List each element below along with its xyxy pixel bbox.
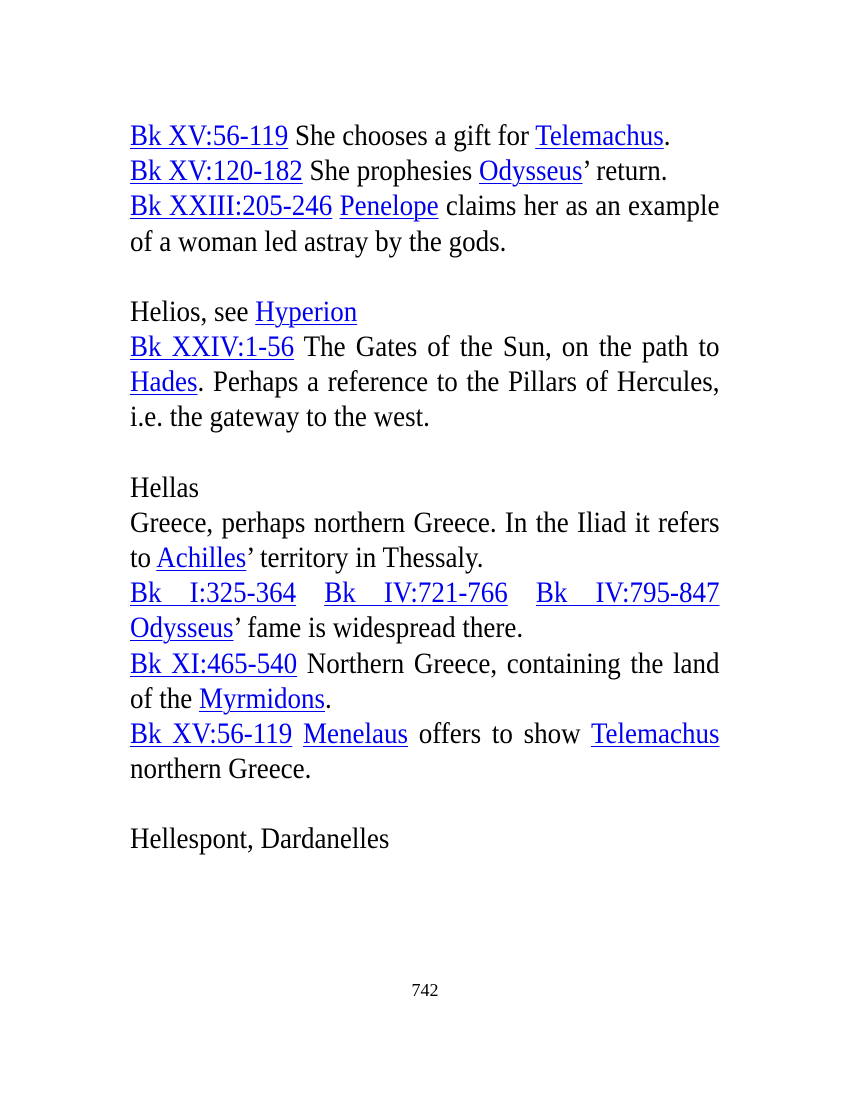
name-link-telemachus[interactable]: Telemachus [590,717,720,751]
name-link-odysseus[interactable]: Odysseus [478,154,583,188]
name-link-penelope[interactable]: Penelope [339,189,439,223]
entry-text: Greece, perhaps northern Greece. In the Iliad it refers to [130,505,720,575]
name-link-hyperion[interactable]: Hyperion [255,294,358,328]
book-reference-link[interactable]: Bk XV:120-182 [130,154,303,188]
entry-text: . [663,119,671,152]
entry-paragraph [130,716,720,786]
entry-text: . [324,681,332,715]
entry-paragraph [130,575,720,645]
book-reference-link[interactable]: Bk XV:56-119 [130,119,289,152]
entry-text: ’ fame is widespread there. [233,611,524,645]
book-reference-link[interactable]: Bk IV:721-766 [324,576,508,610]
entry-text: She prophesies [302,154,479,188]
entry-paragraph [130,646,720,716]
book-reference-link[interactable]: Bk XXIII:205-246 [130,189,333,223]
entry-paragraph [130,153,720,188]
entry-text: ’ territory in Thessaly. [246,541,484,575]
page-number: 742 [411,980,439,1000]
entry-heading: Hellespont, Dardanelles [130,822,390,856]
heading-text: Helios, see [130,294,256,328]
entry-text: She chooses a gift for [288,119,536,152]
entry-text: Northern Greece, containing the land of the [130,646,720,715]
entry-text: . Perhaps a reference to the Pillars of Hercules, i.e. the gateway to the west. [130,365,720,434]
spacer [130,786,720,821]
entry-text: northern Greece. [130,752,312,786]
name-link-menelaus[interactable]: Menelaus [302,717,408,751]
book-reference-link[interactable]: Bk IV:795-847 [535,576,720,610]
entry-paragraph [130,118,720,153]
book-reference-link[interactable]: Bk I:325-364 [130,576,297,610]
entry-text: The Gates of the Sun, on the path to [294,330,720,364]
book-reference-link[interactable]: Bk XI:465-540 [130,646,298,680]
name-link-achilles[interactable]: Achilles [156,541,247,575]
entry-text: offers to show [407,717,591,751]
book-reference-link[interactable]: Bk XV:56-119 [130,717,293,751]
name-link-odysseus[interactable]: Odysseus [130,611,234,645]
entry-heading [130,294,720,329]
entry-text [332,189,339,222]
name-link-telemachus[interactable]: Telemachus [535,119,664,152]
page-body [130,118,720,857]
spacer [130,259,720,294]
spacer [130,435,720,470]
entry-text: ’ return. [582,154,668,188]
entry-text: claims her as an example of a woman led astray by the gods. [130,189,720,258]
entry-paragraph [130,188,720,258]
entry-paragraph [130,505,720,575]
name-link-hades[interactable]: Hades [130,365,198,399]
entry-heading: Hellas [130,470,199,504]
book-reference-link[interactable]: Bk XXIV:1-56 [130,330,295,364]
entry-paragraph [130,329,720,435]
name-link-myrmidons[interactable]: Myrmidons [198,681,325,715]
